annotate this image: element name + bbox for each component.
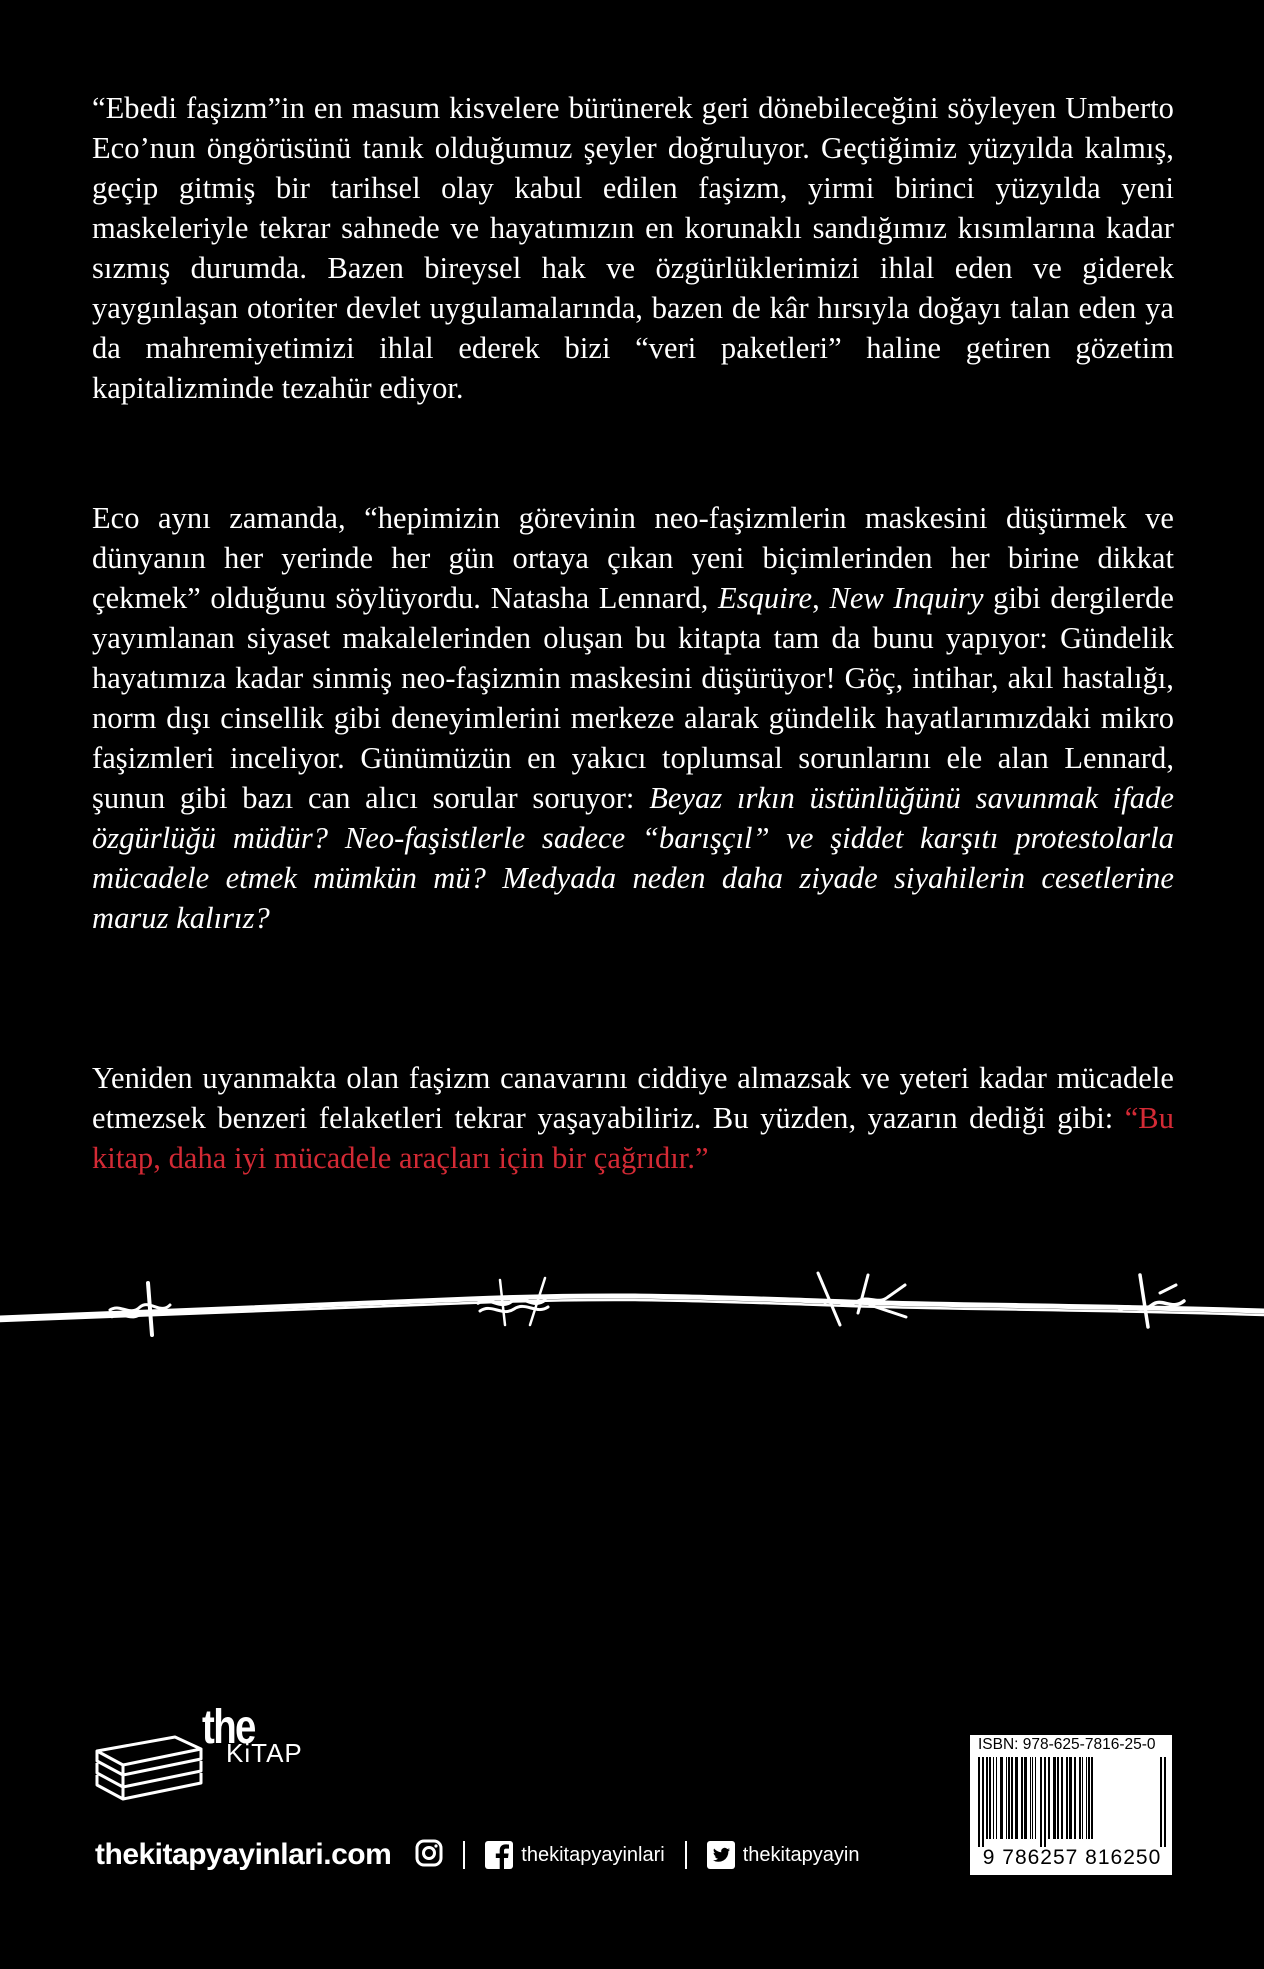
facebook-icon bbox=[485, 1841, 513, 1869]
barcode-bar bbox=[1008, 1757, 1010, 1839]
barcode-bar bbox=[1079, 1757, 1081, 1839]
barcode-bar bbox=[1160, 1757, 1162, 1847]
barcode-bar bbox=[1164, 1757, 1166, 1847]
twitter-icon bbox=[707, 1841, 735, 1869]
red-quote: “Bu kitap, daha iyi mücadele araçları için bir çağrıdır.” bbox=[92, 1101, 1174, 1175]
barcode-bar bbox=[996, 1757, 997, 1839]
barcode-bar bbox=[1088, 1757, 1090, 1839]
website-link[interactable]: thekitapyayinlari.com bbox=[95, 1838, 392, 1871]
instagram-icon[interactable] bbox=[415, 1839, 443, 1872]
isbn-label: ISBN: 978-625-7816-25-0 bbox=[978, 1736, 1156, 1753]
facebook-link[interactable] bbox=[485, 1841, 664, 1869]
barcode-bar bbox=[986, 1757, 988, 1839]
italic-questions: Beyaz ırkın üstünlüğünü savunmak ifade özgürlüğü müdür? Neo-faşistlerle sadece “barışçıl” ve şiddet karşıtı protestolarla mücadele etmek mümkün mü? Medyada neden daha ziyade siyahilerin cesetlerine maruz kalırız? bbox=[92, 781, 1174, 935]
paragraph-eco bbox=[92, 498, 1174, 938]
barcode-bar bbox=[1053, 1757, 1056, 1839]
paragraph-intro bbox=[92, 88, 1174, 408]
divider bbox=[685, 1841, 687, 1869]
barcode-bar bbox=[1074, 1757, 1076, 1839]
logo-kitap: KiTAP bbox=[226, 1738, 303, 1768]
barcode-bar bbox=[1030, 1757, 1031, 1839]
barcode-bar bbox=[1066, 1757, 1068, 1839]
barcode-bar bbox=[1048, 1757, 1050, 1839]
barcode-bar bbox=[1044, 1757, 1046, 1847]
facebook-handle: thekitapyayinlari bbox=[521, 1843, 665, 1866]
comma: , bbox=[812, 581, 830, 615]
barcode-bar bbox=[1021, 1757, 1023, 1839]
barcode-bar bbox=[1061, 1757, 1063, 1839]
barcode-bar bbox=[1024, 1757, 1027, 1839]
paragraph-eco-text: Eco aynı zamanda, “hepimizin görevinin neo-faşizmlerin maskesini düşürmek ve dünyanın her yerinde her gün ortaya çıkan yeni biçimlerinden her birine dikkat çekmek” olduğunu söylüyordu. Natasha Lennard, bbox=[92, 501, 1174, 615]
paragraph-eco-text-2: gibi dergilerde yayımlanan siyaset makalelerinden oluşan bu kitapta tam da bunu yapıyor: Gündelik hayatımıza kadar sinmiş neo-faşizmin maskesini düşürüyor! Göç, intihar, akıl hastalığı, norm dışı cinsellik gibi deneyimlerini merkeze alarak gündelik hayatlarımızdaki mikro faşizmleri inceliyor. Günümüzün en yakıcı toplumsal sorunlarını ele alan Lennard, şunun gibi bazı can alıcı sorular soruyor: bbox=[92, 581, 1174, 815]
divider bbox=[463, 1841, 465, 1869]
barcode-bar bbox=[1032, 1757, 1033, 1839]
barcode-digits: 9 786257 816250 bbox=[982, 1846, 1162, 1869]
barcode-bar bbox=[982, 1757, 984, 1847]
paragraph-closing-text: Yeniden uyanmakta olan faşizm canavarını ciddiye almazsak ve yeteri kadar mücadele etmezsek benzeri felaketleri tekrar yaşayabiliriz. Bu yüzden, yazarın dediği gibi: bbox=[92, 1061, 1174, 1135]
barcode-bar bbox=[1086, 1757, 1087, 1839]
barcode-bar bbox=[993, 1757, 994, 1839]
magazine-new-inquiry: New Inquiry bbox=[829, 581, 984, 615]
barcode-bar bbox=[1091, 1757, 1093, 1839]
barcode-bar bbox=[1035, 1757, 1036, 1839]
isbn-barcode bbox=[970, 1735, 1172, 1875]
paragraph-intro-text: “Ebedi faşizm”in en masum kisvelere bürünerek geri dönebileceğini söyleyen Umberto Eco’nun öngörüsünü tanık olduğumuz şeyler doğruluyor. Geçtiğimiz yüzyılda kalmış, geçip gitmiş bir tarihsel olay kabul edilen faşizm, yirmi birinci yüzyılda yeni maskeleriyle tekrar sahnede ve hayatımızın en korunaklı sandığımız kısımlarına kadar sızmış durumda. Bazen bireysel hak ve özgürlüklerimizi ihlal eden ve giderek yaygınlaşan otoriter devlet uygulamalarında, bazen de kâr hırsıyla doğayı talan eden ya da mahremiyetimizi ihlal ederek bizi “veri paketleri” haline getiren gözetim kapitalizminde tezahür ediyor. bbox=[92, 91, 1174, 405]
magazine-esquire: Esquire bbox=[718, 581, 813, 615]
barcode-bar bbox=[1000, 1757, 1003, 1839]
barcode-bar bbox=[1069, 1757, 1072, 1839]
barcode-bar bbox=[978, 1757, 980, 1847]
barcode-bar bbox=[989, 1757, 991, 1839]
publisher-contacts bbox=[95, 1835, 859, 1875]
barcode-bar bbox=[1057, 1757, 1059, 1839]
paragraph-closing bbox=[92, 1058, 1174, 1178]
barcode-bar bbox=[1015, 1757, 1018, 1839]
barbed-wire-illustration bbox=[0, 1255, 1264, 1345]
barcode-bar bbox=[1040, 1757, 1042, 1847]
logo-the: the bbox=[202, 1701, 255, 1754]
barcode-bar bbox=[1082, 1757, 1083, 1839]
barcode-bars bbox=[974, 1757, 1168, 1847]
twitter-link[interactable] bbox=[707, 1841, 860, 1869]
barcode-bar bbox=[1011, 1757, 1013, 1839]
barcode-bar bbox=[1006, 1757, 1007, 1839]
twitter-handle: thekitapyayin bbox=[742, 1843, 860, 1866]
